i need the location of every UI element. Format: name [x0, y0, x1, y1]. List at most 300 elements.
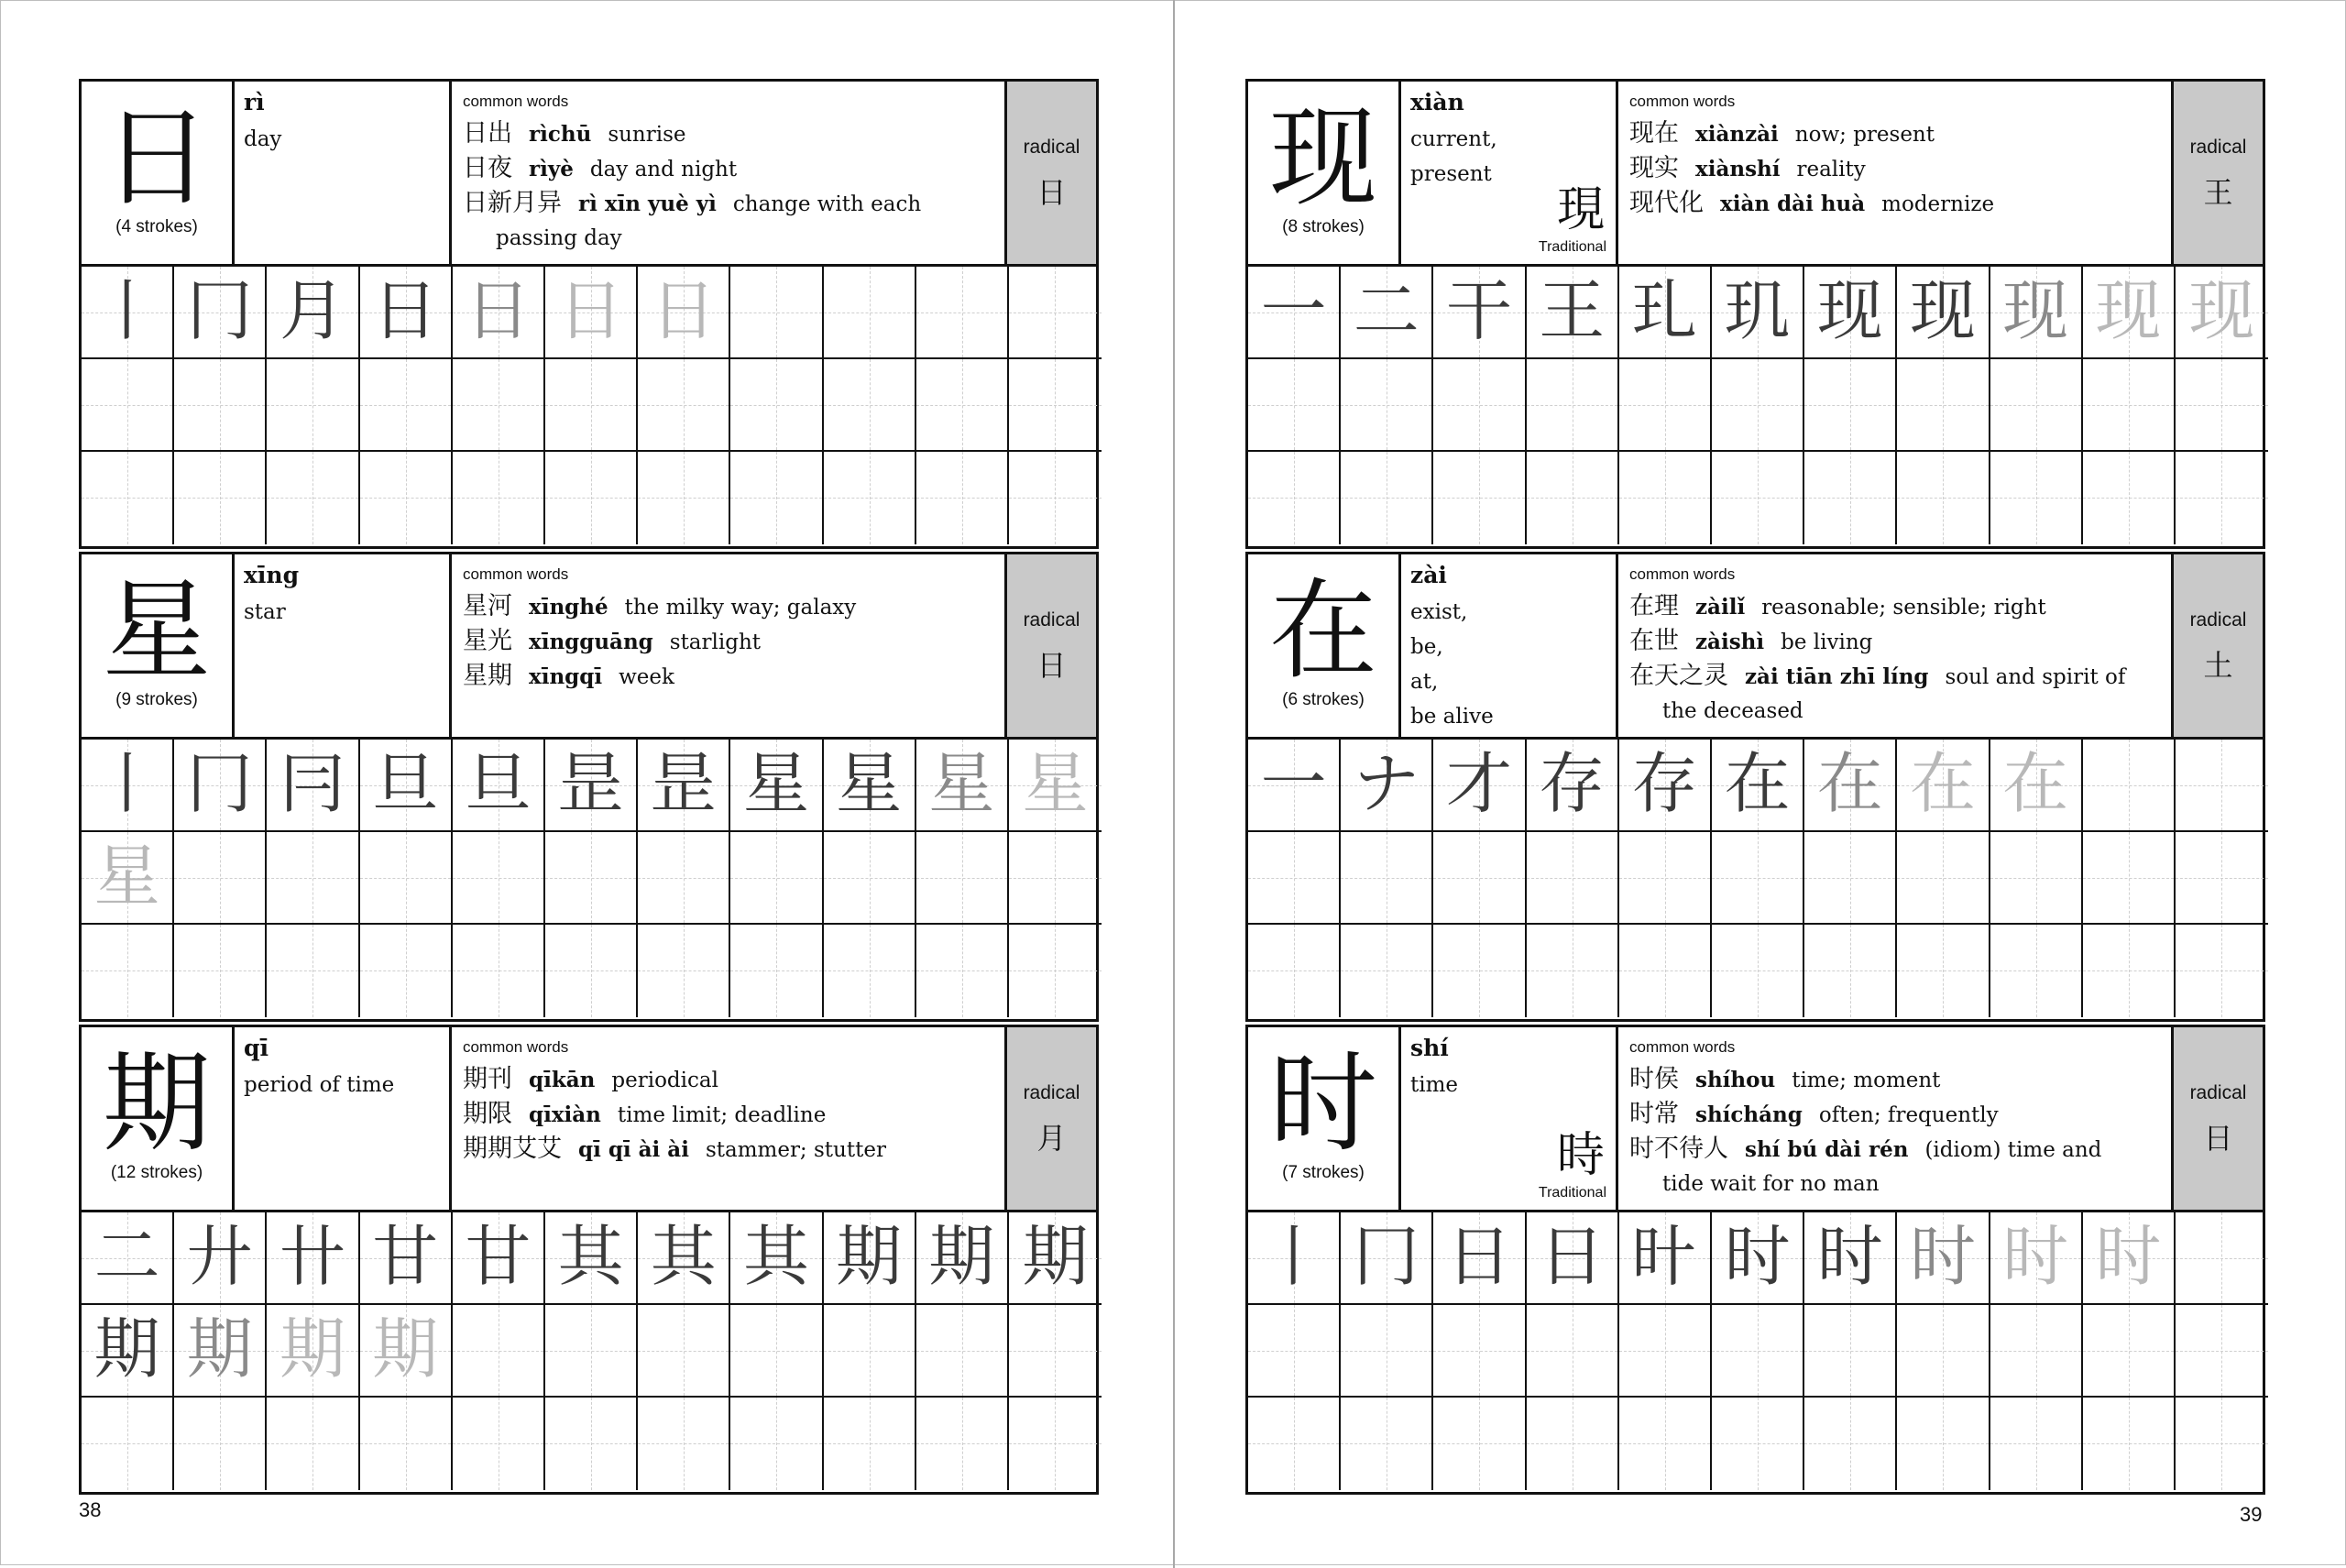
- word-pinyin: shíhou: [1695, 1068, 1776, 1092]
- practice-cell[interactable]: [453, 452, 545, 544]
- practice-cell[interactable]: [2176, 740, 2268, 832]
- traditional-character: 現: [1556, 182, 1605, 237]
- practice-cell[interactable]: [1527, 740, 1619, 832]
- practice-cell[interactable]: [1248, 267, 1341, 359]
- practice-cell[interactable]: [1897, 1212, 1990, 1305]
- guide-line-vertical: [1665, 452, 1666, 544]
- practice-cell[interactable]: [545, 452, 638, 544]
- stroke-example: 期: [1022, 1218, 1089, 1295]
- practice-cell[interactable]: [1527, 925, 1619, 1017]
- practice-cell[interactable]: [2083, 359, 2176, 452]
- guide-line-vertical: [406, 452, 407, 544]
- radical-label: radical: [1023, 1082, 1080, 1103]
- practice-cell[interactable]: [1619, 925, 1712, 1017]
- guide-line-vertical: [312, 452, 313, 544]
- practice-cell[interactable]: [730, 452, 823, 544]
- practice-cell[interactable]: [1990, 452, 2083, 544]
- practice-cell[interactable]: [2083, 452, 2176, 544]
- practice-cell[interactable]: [1712, 832, 1804, 925]
- practice-cell[interactable]: [2176, 452, 2268, 544]
- practice-cell[interactable]: [824, 1398, 916, 1490]
- practice-cell[interactable]: [453, 1398, 545, 1490]
- guide-line-vertical: [1055, 1305, 1056, 1396]
- practice-cell[interactable]: [1990, 267, 2083, 359]
- stroke-example: 干: [1445, 272, 1512, 349]
- practice-cell[interactable]: [1804, 1212, 1897, 1305]
- practice-cell[interactable]: [1990, 1212, 2083, 1305]
- practice-cell[interactable]: [1990, 359, 2083, 452]
- guide-line-vertical: [1055, 925, 1056, 1017]
- practice-cell[interactable]: [916, 359, 1009, 452]
- character-block: [79, 552, 1099, 1022]
- practice-cell[interactable]: [1897, 740, 1990, 832]
- practice-cell[interactable]: [1433, 267, 1526, 359]
- practice-cell[interactable]: [267, 740, 359, 832]
- stroke-example: 星: [928, 745, 995, 822]
- practice-cell[interactable]: [2083, 1398, 2176, 1490]
- guide-line-vertical: [591, 1398, 592, 1490]
- entry-header: [1248, 82, 2263, 267]
- practice-cell[interactable]: [1009, 1305, 1102, 1398]
- practice-cell[interactable]: [1341, 452, 1433, 544]
- word-entry: [1629, 116, 2161, 152]
- practice-cell[interactable]: [638, 452, 730, 544]
- practice-cell[interactable]: [267, 1212, 359, 1305]
- guide-line-vertical: [591, 925, 592, 1017]
- word-english: reality: [1796, 158, 1866, 181]
- practice-cell[interactable]: [267, 452, 359, 544]
- practice-cell[interactable]: [824, 925, 916, 1017]
- common-words-title: common words: [1629, 565, 1736, 583]
- practice-cell[interactable]: [1341, 832, 1433, 925]
- word-pinyin: shícháng: [1695, 1102, 1803, 1127]
- practice-cell[interactable]: [916, 925, 1009, 1017]
- practice-cell[interactable]: [2083, 832, 2176, 925]
- stroke-example: 现: [1816, 272, 1883, 349]
- practice-cell[interactable]: [82, 1212, 174, 1305]
- meaning-line: day: [244, 127, 282, 151]
- practice-cell[interactable]: [453, 267, 545, 359]
- practice-cell[interactable]: [1433, 1305, 1526, 1398]
- practice-cell[interactable]: [2176, 1212, 2268, 1305]
- practice-cell[interactable]: [824, 1305, 916, 1398]
- practice-cell[interactable]: [1248, 832, 1341, 925]
- practice-cell[interactable]: [82, 1305, 174, 1398]
- practice-cell[interactable]: [545, 359, 638, 452]
- main-character: 日: [102, 94, 211, 221]
- word-english: week: [619, 665, 674, 689]
- practice-cell[interactable]: [2176, 1398, 2268, 1490]
- practice-cell[interactable]: [730, 925, 823, 1017]
- practice-cell[interactable]: [730, 1305, 823, 1398]
- practice-cell[interactable]: [1527, 832, 1619, 925]
- practice-cell[interactable]: [174, 1305, 267, 1398]
- practice-cell[interactable]: [638, 1398, 730, 1490]
- page-number-right: 39: [2240, 1503, 2263, 1526]
- practice-cell[interactable]: [824, 267, 916, 359]
- word-pinyin: zàishì: [1695, 630, 1765, 654]
- practice-cell[interactable]: [2083, 740, 2176, 832]
- meaning-box: [1401, 1027, 1618, 1210]
- practice-cell[interactable]: [1433, 832, 1526, 925]
- practice-cell[interactable]: [174, 925, 267, 1017]
- practice-cell[interactable]: [1990, 1305, 2083, 1398]
- guide-line-vertical: [870, 359, 871, 450]
- stroke-example: 日: [372, 272, 439, 349]
- practice-grid: [1248, 267, 2263, 546]
- practice-cell[interactable]: [545, 740, 638, 832]
- practice-cell[interactable]: [824, 1212, 916, 1305]
- meaning: [1410, 1068, 1607, 1102]
- practice-cell[interactable]: [1341, 267, 1433, 359]
- practice-cell[interactable]: [360, 452, 453, 544]
- practice-cell[interactable]: [453, 1305, 545, 1398]
- practice-cell[interactable]: [82, 832, 174, 925]
- practice-cell[interactable]: [82, 1398, 174, 1490]
- practice-cell[interactable]: [1009, 359, 1102, 452]
- practice-cell[interactable]: [1527, 452, 1619, 544]
- guide-line-vertical: [1055, 359, 1056, 450]
- practice-cell[interactable]: [1897, 1305, 1990, 1398]
- practice-cell[interactable]: [1009, 267, 1102, 359]
- character-block: [1245, 1025, 2265, 1495]
- practice-cell[interactable]: [1433, 452, 1526, 544]
- practice-cell[interactable]: [174, 359, 267, 452]
- guide-line-vertical: [591, 359, 592, 450]
- practice-cell[interactable]: [453, 740, 545, 832]
- practice-cell[interactable]: [638, 832, 730, 925]
- practice-cell[interactable]: [1897, 359, 1990, 452]
- practice-cell[interactable]: [1619, 359, 1712, 452]
- practice-cell[interactable]: [638, 267, 730, 359]
- practice-cell[interactable]: [1248, 1305, 1341, 1398]
- guide-line-vertical: [127, 452, 128, 544]
- practice-cell[interactable]: [1897, 832, 1990, 925]
- practice-cell[interactable]: [2083, 925, 2176, 1017]
- practice-cell[interactable]: [2083, 1305, 2176, 1398]
- entry-header: [82, 1027, 1096, 1212]
- practice-cell[interactable]: [1341, 1212, 1433, 1305]
- practice-cell[interactable]: [82, 267, 174, 359]
- practice-cell[interactable]: [638, 1212, 730, 1305]
- practice-cell[interactable]: [1009, 740, 1102, 832]
- meaning-box: [1401, 82, 1618, 264]
- practice-cell[interactable]: [730, 832, 823, 925]
- guide-line-vertical: [2036, 925, 2037, 1017]
- practice-cell[interactable]: [360, 1212, 453, 1305]
- practice-cell[interactable]: [1619, 832, 1712, 925]
- practice-cell[interactable]: [2176, 359, 2268, 452]
- pinyin: xīng: [244, 562, 300, 588]
- practice-cell[interactable]: [1804, 452, 1897, 544]
- practice-cell[interactable]: [360, 740, 453, 832]
- stroke-example: 月: [279, 272, 345, 349]
- guide-line-vertical: [1665, 1305, 1666, 1396]
- practice-cell[interactable]: [824, 452, 916, 544]
- stroke-example: 其: [742, 1218, 809, 1295]
- word-entry: [1629, 589, 2161, 625]
- guide-line-vertical: [776, 267, 777, 357]
- word-entry: [463, 151, 994, 187]
- practice-cell[interactable]: [1804, 740, 1897, 832]
- practice-cell[interactable]: [1619, 1305, 1712, 1398]
- practice-cell[interactable]: [916, 740, 1009, 832]
- practice-cell[interactable]: [1804, 1305, 1897, 1398]
- practice-cell[interactable]: [730, 1212, 823, 1305]
- word-pinyin: shí bú dài rén: [1745, 1137, 1909, 1162]
- word-english: change with each: [732, 192, 922, 216]
- practice-cell[interactable]: [1712, 925, 1804, 1017]
- practice-cell[interactable]: [360, 267, 453, 359]
- practice-cell[interactable]: [1433, 359, 1526, 452]
- entry-header: [82, 82, 1096, 267]
- common-words-title: common words: [1629, 1038, 1736, 1056]
- guide-line-vertical: [962, 359, 963, 450]
- guide-line-vertical: [1055, 267, 1056, 357]
- practice-cell[interactable]: [1433, 1398, 1526, 1490]
- practice-cell[interactable]: [1009, 832, 1102, 925]
- practice-cell[interactable]: [1009, 1212, 1102, 1305]
- practice-cell[interactable]: [1527, 267, 1619, 359]
- guide-line-vertical: [870, 925, 871, 1017]
- practice-cell[interactable]: [360, 1305, 453, 1398]
- guide-line-vertical: [2036, 452, 2037, 544]
- practice-cell[interactable]: [1712, 452, 1804, 544]
- practice-cell[interactable]: [638, 359, 730, 452]
- guide-line-vertical: [684, 832, 685, 923]
- practice-cell[interactable]: [1712, 359, 1804, 452]
- practice-cell[interactable]: [1804, 1398, 1897, 1490]
- practice-cell[interactable]: [360, 1398, 453, 1490]
- practice-cell[interactable]: [1804, 359, 1897, 452]
- practice-cell[interactable]: [1619, 740, 1712, 832]
- guide-line-vertical: [1943, 452, 1944, 544]
- guide-line-vertical: [962, 267, 963, 357]
- practice-cell[interactable]: [1009, 452, 1102, 544]
- word-entry: [1629, 1132, 2161, 1168]
- practice-cell[interactable]: [824, 740, 916, 832]
- word-entry: [1629, 1097, 2161, 1133]
- practice-cell[interactable]: [174, 740, 267, 832]
- stroke-example: 存: [1539, 745, 1606, 822]
- practice-cell[interactable]: [1341, 1398, 1433, 1490]
- practice-cell[interactable]: [1341, 740, 1433, 832]
- practice-cell[interactable]: [1248, 359, 1341, 452]
- practice-cell[interactable]: [1897, 1398, 1990, 1490]
- practice-cell[interactable]: [916, 832, 1009, 925]
- guide-line-vertical: [1850, 1305, 1851, 1396]
- practice-cell[interactable]: [545, 925, 638, 1017]
- guide-line-vertical: [776, 359, 777, 450]
- guide-line-vertical: [1850, 925, 1851, 1017]
- stroke-example: 冃: [279, 745, 345, 822]
- practice-cell[interactable]: [2083, 267, 2176, 359]
- practice-cell[interactable]: [82, 452, 174, 544]
- practice-cell[interactable]: [360, 925, 453, 1017]
- practice-cell[interactable]: [2176, 267, 2268, 359]
- practice-cell[interactable]: [267, 925, 359, 1017]
- practice-cell[interactable]: [1897, 267, 1990, 359]
- practice-cell[interactable]: [267, 267, 359, 359]
- practice-cell[interactable]: [1248, 1212, 1341, 1305]
- practice-cell[interactable]: [267, 832, 359, 925]
- practice-cell[interactable]: [730, 359, 823, 452]
- practice-cell[interactable]: [1433, 740, 1526, 832]
- pinyin: shí: [1410, 1035, 1449, 1061]
- guide-line-vertical: [312, 359, 313, 450]
- stroke-example: 其: [650, 1218, 717, 1295]
- practice-cell[interactable]: [545, 1398, 638, 1490]
- practice-cell[interactable]: [1897, 452, 1990, 544]
- practice-cell[interactable]: [1712, 1398, 1804, 1490]
- stroke-example: 二: [1353, 272, 1420, 349]
- word-entry-continuation: the deceased: [1662, 699, 1803, 723]
- practice-cell[interactable]: [1619, 1398, 1712, 1490]
- practice-cell[interactable]: [2176, 1305, 2268, 1398]
- practice-cell[interactable]: [824, 359, 916, 452]
- word-entry: [463, 116, 994, 152]
- practice-cell[interactable]: [174, 452, 267, 544]
- character-box: [82, 554, 235, 737]
- word-english: time limit; deadline: [617, 1103, 827, 1127]
- practice-cell[interactable]: [1341, 1305, 1433, 1398]
- practice-cell[interactable]: [174, 267, 267, 359]
- word-entry: [463, 1097, 994, 1133]
- practice-cell[interactable]: [1248, 740, 1341, 832]
- practice-cell[interactable]: [1009, 1398, 1102, 1490]
- practice-cell[interactable]: [1804, 267, 1897, 359]
- practice-cell[interactable]: [1990, 1398, 2083, 1490]
- word-english: often; frequently: [1818, 1103, 1999, 1127]
- practice-cell[interactable]: [1527, 1212, 1619, 1305]
- practice-cell[interactable]: [360, 832, 453, 925]
- guide-line-vertical: [776, 1398, 777, 1490]
- practice-cell[interactable]: [267, 359, 359, 452]
- practice-cell[interactable]: [360, 359, 453, 452]
- practice-cell[interactable]: [1804, 832, 1897, 925]
- practice-cell[interactable]: [2176, 925, 2268, 1017]
- practice-cell[interactable]: [1712, 1305, 1804, 1398]
- guide-line-vertical: [220, 832, 221, 923]
- practice-cell[interactable]: [82, 925, 174, 1017]
- practice-cell[interactable]: [1248, 1398, 1341, 1490]
- practice-cell[interactable]: [1527, 1398, 1619, 1490]
- practice-cell[interactable]: [638, 925, 730, 1017]
- guide-line-vertical: [962, 1305, 963, 1396]
- practice-cell[interactable]: [2176, 832, 2268, 925]
- practice-cell[interactable]: [1341, 925, 1433, 1017]
- practice-cell[interactable]: [916, 1398, 1009, 1490]
- practice-cell[interactable]: [1527, 1305, 1619, 1398]
- practice-cell[interactable]: [916, 1212, 1009, 1305]
- practice-cell[interactable]: [1712, 267, 1804, 359]
- practice-cell[interactable]: [730, 740, 823, 832]
- practice-cell[interactable]: [1804, 925, 1897, 1017]
- practice-cell[interactable]: [916, 1305, 1009, 1398]
- practice-cell[interactable]: [1897, 925, 1990, 1017]
- practice-cell[interactable]: [1990, 740, 2083, 832]
- guide-line-vertical: [684, 1398, 685, 1490]
- practice-cell[interactable]: [545, 1212, 638, 1305]
- word-entry-continuation: tide wait for no man: [1662, 1172, 1880, 1196]
- practice-cell[interactable]: [453, 832, 545, 925]
- practice-cell[interactable]: [1990, 925, 2083, 1017]
- meaning-line: at,: [1410, 670, 1439, 694]
- stroke-example: 时: [1724, 1218, 1791, 1295]
- practice-cell[interactable]: [1009, 925, 1102, 1017]
- practice-cell[interactable]: [916, 452, 1009, 544]
- practice-cell[interactable]: [453, 925, 545, 1017]
- practice-cell[interactable]: [545, 1305, 638, 1398]
- practice-cell[interactable]: [545, 832, 638, 925]
- common-words-title: common words: [1629, 93, 1736, 110]
- character-block: [79, 1025, 1099, 1495]
- practice-cell[interactable]: [916, 267, 1009, 359]
- guide-line-vertical: [2129, 925, 2130, 1017]
- guide-line-vertical: [870, 832, 871, 923]
- practice-cell[interactable]: [1433, 1212, 1526, 1305]
- practice-cell[interactable]: [1248, 925, 1341, 1017]
- guide-line-vertical: [962, 1398, 963, 1490]
- practice-cell[interactable]: [638, 740, 730, 832]
- stroke-example: 其: [557, 1218, 624, 1295]
- guide-line-vertical: [1943, 1398, 1944, 1490]
- practice-cell[interactable]: [267, 1398, 359, 1490]
- stroke-example: 日: [650, 272, 717, 349]
- practice-cell[interactable]: [453, 359, 545, 452]
- practice-cell[interactable]: [174, 1212, 267, 1305]
- word-pinyin: xīngguāng: [529, 630, 653, 654]
- practice-cell[interactable]: [1712, 1212, 1804, 1305]
- practice-cell[interactable]: [267, 1305, 359, 1398]
- practice-cell[interactable]: [1433, 925, 1526, 1017]
- practice-cell[interactable]: [174, 832, 267, 925]
- practice-cell[interactable]: [174, 1398, 267, 1490]
- guide-line-vertical: [684, 452, 685, 544]
- practice-cell[interactable]: [1527, 359, 1619, 452]
- word-hanzi: 星河: [463, 592, 512, 620]
- common-words-box: [1618, 1027, 2171, 1210]
- stroke-example: 一: [1260, 272, 1327, 349]
- word-hanzi: 在世: [1629, 627, 1679, 655]
- practice-cell[interactable]: [1341, 359, 1433, 452]
- practice-cell[interactable]: [1248, 452, 1341, 544]
- radical-character: 土: [2203, 648, 2233, 683]
- practice-cell[interactable]: [824, 832, 916, 925]
- character-block: [1245, 79, 2265, 549]
- practice-cell[interactable]: [1619, 267, 1712, 359]
- practice-cell[interactable]: [453, 1212, 545, 1305]
- practice-cell[interactable]: [1990, 832, 2083, 925]
- word-english: day and night: [589, 158, 738, 181]
- practice-cell[interactable]: [730, 267, 823, 359]
- practice-cell[interactable]: [1712, 740, 1804, 832]
- practice-cell[interactable]: [545, 267, 638, 359]
- practice-cell[interactable]: [730, 1398, 823, 1490]
- practice-cell[interactable]: [1619, 1212, 1712, 1305]
- entry-header: [1248, 1027, 2263, 1212]
- main-character: 星: [102, 567, 211, 694]
- stroke-example: ナ: [1353, 745, 1420, 822]
- radical-label: radical: [2189, 137, 2247, 158]
- practice-cell[interactable]: [638, 1305, 730, 1398]
- practice-cell[interactable]: [1619, 452, 1712, 544]
- practice-cell[interactable]: [2083, 1212, 2176, 1305]
- practice-cell[interactable]: [82, 359, 174, 452]
- word-english: now; present: [1794, 123, 1935, 147]
- word-hanzi: 时常: [1629, 1100, 1679, 1128]
- practice-cell[interactable]: [82, 740, 174, 832]
